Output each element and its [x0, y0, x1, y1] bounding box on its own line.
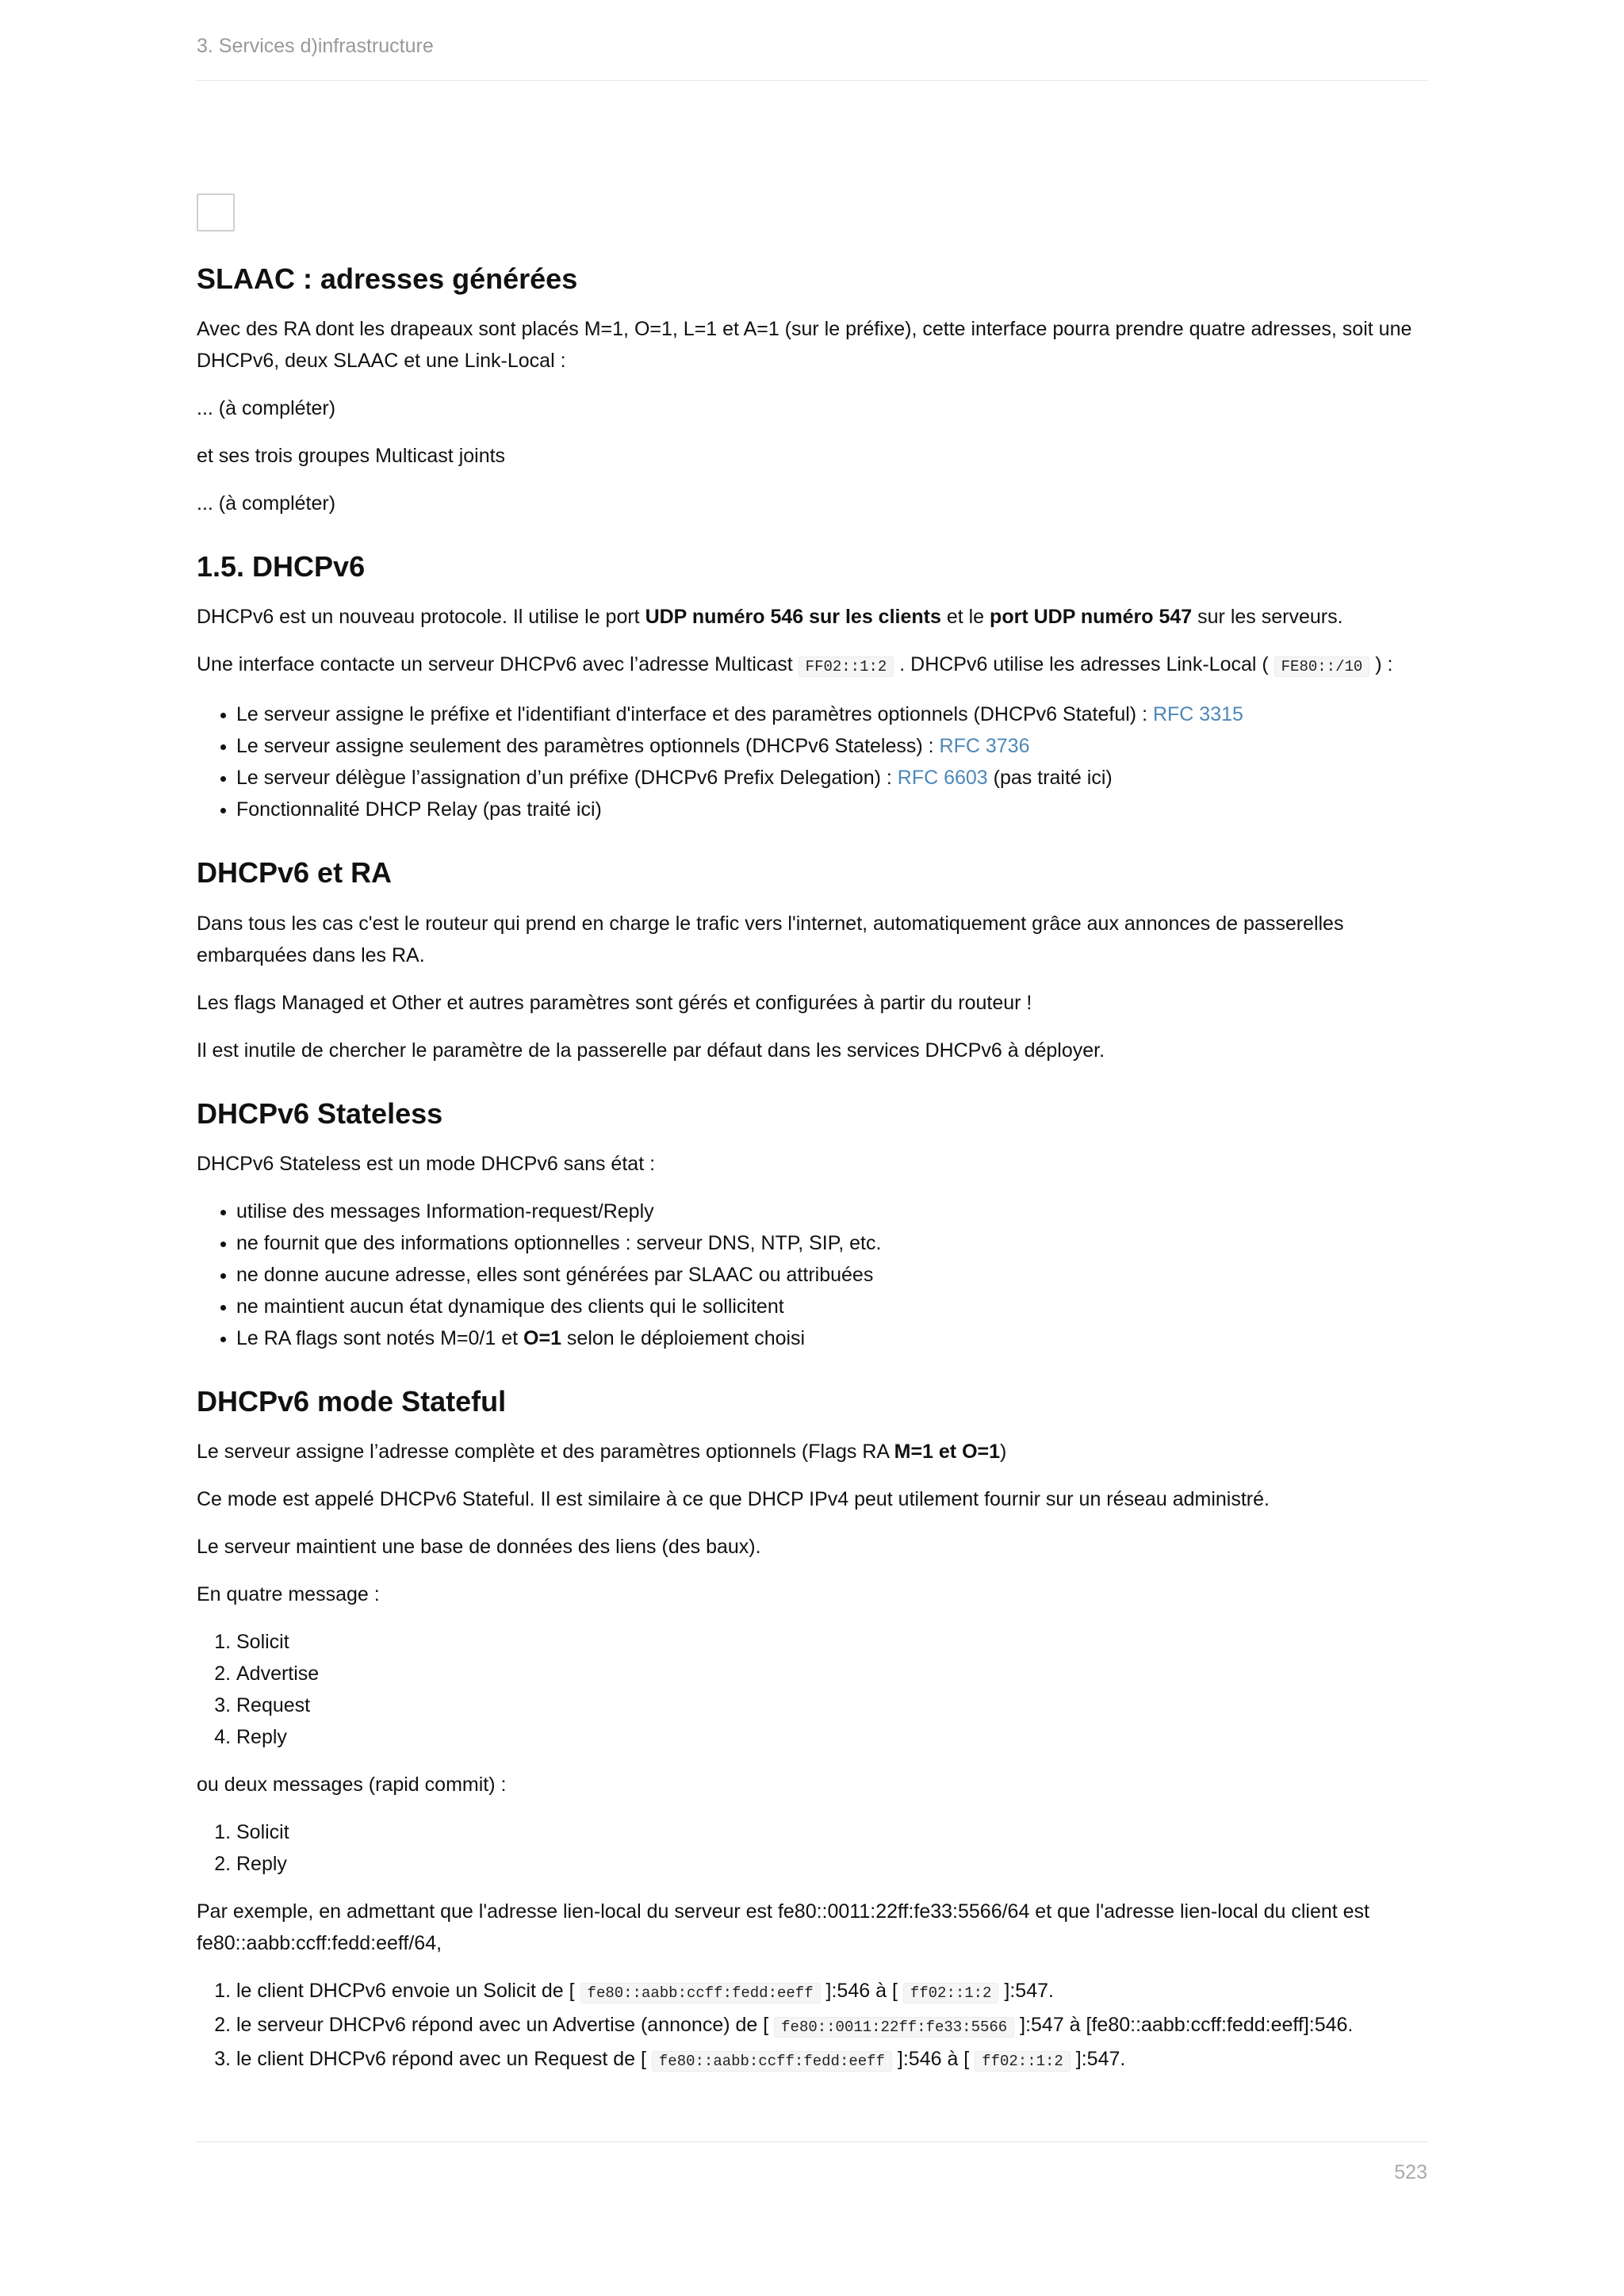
- dhcpv6-modes-list: [197, 698, 1427, 825]
- text-run: Une interface contacte un serveur DHCPv6 avec l’adresse Multicast: [197, 653, 799, 676]
- text-run: sur les serveurs.: [1192, 606, 1343, 629]
- text-run: le client DHCPv6 répond avec un Request de [: [236, 2047, 652, 2070]
- running-header: 3. Services d)infrastructure: [197, 35, 434, 57]
- page-number: 523: [1394, 2161, 1427, 2183]
- paragraph: Il est inutile de chercher le paramètre de la passerelle par défaut dans les services DHCPv6 à déployer.: [197, 1039, 1105, 1062]
- text-run: le serveur DHCPv6 répond avec un Advertise (annonce) de [: [236, 2013, 775, 2036]
- list-item: 4. Reply: [236, 1721, 1427, 1753]
- four-message-list: [197, 1626, 1427, 1753]
- paragraph: et ses trois groupes Multicast joints: [197, 445, 506, 468]
- paragraph: Avec des RA dont les drapeaux sont placés M=1, O=1, L=1 et A=1 (sur le préfixe), cette interface pourra prendre quatre adresses, soit une DHCPv6, deux SLAAC et une Link-Local :: [197, 318, 1412, 373]
- list-item: [236, 2009, 1427, 2043]
- list-item: 2. Reply: [236, 1848, 1427, 1880]
- list-item: • utilise des messages Information-request/Reply: [236, 1196, 1427, 1227]
- stateless-features-list: [197, 1196, 1427, 1354]
- inline-code: fe80::aabb:ccff:fedd:eeff: [652, 2051, 892, 2072]
- section-title-stateless: DHCPv6 Stateless: [197, 1096, 443, 1130]
- inline-code: fe80::0011:22ff:fe33:5566: [774, 2017, 1014, 2038]
- rfc-link[interactable]: RFC 3736: [939, 735, 1030, 758]
- text-run: Le RA flags sont notés M=0/1 et: [236, 1326, 524, 1349]
- section-title-slaac: SLAAC : adresses générées: [197, 262, 578, 295]
- paragraph: ... (à compléter): [197, 492, 336, 515]
- paragraph: En quatre message :: [197, 1582, 380, 1605]
- text-run: ]:547.: [998, 1979, 1054, 2002]
- text-run: . DHCPv6 utilise les adresses Link-Local (: [894, 653, 1274, 676]
- section-title-ra: DHCPv6 et RA: [197, 856, 393, 890]
- paragraph: Les flags Managed et Other et autres paramètres sont gérés et configurées à partir du routeur !: [197, 991, 1032, 1014]
- list-item: 3. Request: [236, 1689, 1427, 1721]
- text-run: Le serveur assigne l’adresse complète et des paramètres optionnels (Flags RA: [197, 1440, 894, 1463]
- list-item: • ne donne aucune adresse, elles sont générées par SLAAC ou attribuées: [236, 1259, 1427, 1291]
- text-run: ]:547.: [1070, 2047, 1126, 2070]
- paragraph: DHCPv6 Stateless est un mode DHCPv6 sans état :: [197, 1152, 656, 1175]
- text-run: Fonctionnalité DHCP Relay (pas traité ici): [236, 798, 602, 821]
- list-item: [236, 1322, 1427, 1354]
- inline-code: ff02::1:2: [903, 1983, 999, 2003]
- text-run: ]:547 à [fe80::aabb:ccff:fedd:eeff]:546.: [1014, 2013, 1354, 2036]
- text-run: le client DHCPv6 envoie un Solicit de [: [236, 1979, 580, 2002]
- paragraph: ou deux messages (rapid commit) :: [197, 1773, 507, 1796]
- footer-divider: [197, 2141, 1427, 2142]
- section-title-dhcpv6: 1.5. DHCPv6: [197, 550, 366, 584]
- list-item: [236, 762, 1427, 794]
- main-content: [197, 262, 1427, 2093]
- section-title-stateful: DHCPv6 mode Stateful: [197, 1384, 507, 1418]
- text-run: DHCPv6 est un nouveau protocole. Il utilise le port: [197, 606, 645, 629]
- text-run: Le serveur assigne seulement des paramètres optionnels (DHCPv6 Stateless) :: [236, 735, 940, 758]
- bold-text: port UDP numéro 547: [990, 606, 1193, 629]
- bold-text: UDP numéro 546 sur les clients: [645, 606, 941, 629]
- paragraph: Ce mode est appelé DHCPv6 Stateful. Il est similaire à ce que DHCP IPv4 peut utilement fournir sur un réseau administré.: [197, 1487, 1270, 1510]
- text-run: Le serveur assigne le préfixe et l'identifiant d'interface et des paramètres optionnels (DHCPv6 Stateful) :: [236, 703, 1153, 726]
- text-run: Le serveur délègue l’assignation d’un préfixe (DHCPv6 Prefix Delegation) :: [236, 767, 898, 790]
- header-divider: [197, 80, 1427, 81]
- text-run: selon le déploiement choisi: [561, 1326, 806, 1349]
- list-item: [236, 730, 1427, 762]
- inline-code: FE80::/10: [1274, 656, 1370, 677]
- list-item: [236, 2043, 1427, 2077]
- bold-text: M=1 et O=1: [894, 1440, 1001, 1463]
- list-item: 1. Solicit: [236, 1816, 1427, 1848]
- example-exchange-list: [197, 1975, 1427, 2077]
- paragraph: [197, 601, 1427, 633]
- rfc-link[interactable]: RFC 3315: [1152, 703, 1243, 726]
- inline-code: fe80::aabb:ccff:fedd:eeff: [580, 1983, 821, 2003]
- paragraph: ... (à compléter): [197, 397, 336, 420]
- list-item: [236, 1975, 1427, 2009]
- paragraph: Dans tous les cas c'est le routeur qui prend en charge le trafic vers l'internet, automatiquement grâce aux annonces de passerelles embarquées dans les RA.: [197, 912, 1344, 966]
- list-item: • ne maintient aucun état dynamique des clients qui le sollicitent: [236, 1291, 1427, 1322]
- list-item: 2. Advertise: [236, 1658, 1427, 1689]
- text-run: et le: [940, 606, 990, 629]
- text-run: ) :: [1369, 653, 1393, 676]
- inline-code: FF02::1:2: [799, 656, 894, 677]
- bold-text: O=1: [523, 1326, 561, 1349]
- two-message-list: [197, 1816, 1427, 1880]
- paragraph: Par exemple, en admettant que l'adresse lien-local du serveur est fe80::0011:22ff:fe33:5566/64 et que l'adresse lien-local du client est fe80::aabb:ccff:fedd:eeff/64,: [197, 1900, 1369, 1954]
- list-item: 1. Solicit: [236, 1626, 1427, 1658]
- broken-image-icon: [197, 193, 235, 232]
- paragraph: [197, 649, 1427, 683]
- paragraph: [197, 1436, 1427, 1468]
- list-item: [236, 794, 1427, 825]
- inline-code: ff02::1:2: [975, 2051, 1071, 2072]
- list-item: • ne fournit que des informations optionnelles : serveur DNS, NTP, SIP, etc.: [236, 1227, 1427, 1259]
- paragraph: Le serveur maintient une base de données des liens (des baux).: [197, 1535, 761, 1558]
- text-run: ]:546 à [: [820, 1979, 903, 2002]
- rfc-link[interactable]: RFC 6603: [897, 767, 988, 790]
- text-run: ): [1000, 1440, 1007, 1463]
- text-run: ]:546 à [: [891, 2047, 975, 2070]
- list-item: [236, 698, 1427, 730]
- text-run: (pas traité ici): [987, 767, 1113, 790]
